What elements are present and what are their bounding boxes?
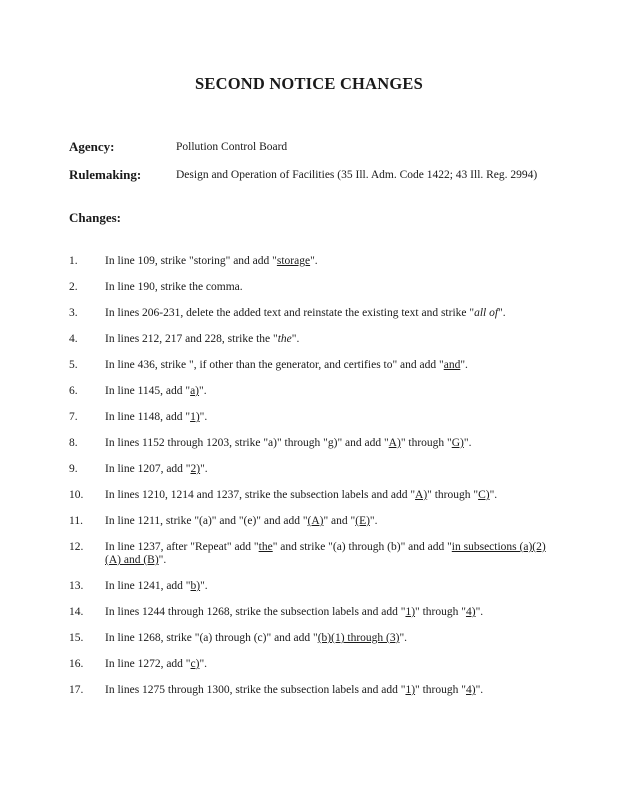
- change-text: [105, 411, 550, 424]
- change-text-run: " through ": [400, 437, 452, 449]
- change-text-run: ".: [489, 489, 498, 501]
- underlined-insertion: (b)(1) through (3): [317, 632, 400, 644]
- change-text-run: ".: [475, 606, 484, 618]
- change-text: [105, 437, 550, 450]
- change-text: [105, 359, 550, 372]
- change-text-run: ".: [200, 463, 208, 475]
- underlined-insertion: 1): [405, 606, 416, 618]
- change-text: [105, 541, 550, 567]
- change-text: [105, 580, 550, 593]
- underlined-insertion: storage: [276, 255, 311, 267]
- change-text: [105, 606, 550, 619]
- change-number: 4.: [69, 333, 78, 345]
- change-number: 17.: [69, 684, 84, 696]
- change-text-run: In lines 1210, 1214 and 1237, strike the subsection labels and add ": [105, 489, 416, 501]
- change-text-run: ".: [310, 255, 318, 267]
- change-text-run: " through ": [427, 489, 479, 501]
- change-number: 3.: [69, 307, 78, 319]
- change-text-run: ".: [199, 385, 207, 397]
- underlined-insertion: 1): [405, 684, 416, 696]
- agency-value: Pollution Control Board: [176, 141, 288, 153]
- change-text-run: In line 190, strike the comma.: [105, 281, 243, 293]
- change-text: [105, 255, 550, 268]
- underlined-insertion: (A): [307, 515, 324, 527]
- change-text-run: ".: [498, 307, 506, 319]
- change-text-run: In line 1207, add ": [105, 463, 191, 475]
- change-text: [105, 385, 550, 398]
- agency-label: Agency:: [69, 139, 115, 154]
- change-text-run: ".: [199, 411, 208, 423]
- change-text-run: In lines 212, 217 and 228, strike the ": [105, 333, 278, 345]
- change-text: [105, 489, 550, 502]
- rulemaking-label: Rulemaking:: [69, 167, 142, 182]
- underlined-insertion: b): [190, 580, 201, 592]
- change-number: 10.: [69, 489, 84, 501]
- change-text-run: " and ": [323, 515, 356, 527]
- change-text-run: " through ": [415, 684, 466, 696]
- change-text-run: In lines 1275 through 1300, strike the subsection labels and add ": [105, 684, 406, 696]
- change-text-run: ".: [463, 437, 472, 449]
- change-number: 5.: [69, 359, 78, 371]
- underlined-insertion: C): [478, 489, 490, 501]
- change-text: [105, 515, 550, 528]
- change-text-run: ".: [399, 632, 408, 644]
- underlined-insertion: G): [451, 437, 464, 449]
- change-number: 11.: [69, 515, 83, 527]
- change-text-run: In lines 1244 through 1268, strike the subsection labels and add ": [105, 606, 406, 618]
- change-text-run: In line 1268, strike "(a) through (c)" and add ": [105, 632, 318, 644]
- change-number: 9.: [69, 463, 78, 475]
- document-title: SECOND NOTICE CHANGES: [195, 74, 423, 93]
- change-number: 12.: [69, 541, 84, 553]
- underlined-insertion: the: [258, 541, 273, 553]
- underlined-insertion: c): [190, 658, 200, 670]
- underlined-insertion: 4): [465, 684, 476, 696]
- underlined-insertion: A): [415, 489, 428, 501]
- change-text-run: In lines 1152 through 1203, strike "a)" through "g)" and add ": [105, 437, 389, 449]
- change-text-run: ".: [200, 580, 208, 592]
- change-text-run: In line 1211, strike "(a)" and "(e)" and add ": [105, 515, 308, 527]
- change-text-run: In line 1237, after "Repeat" add ": [105, 541, 259, 553]
- change-text-run: In line 436, strike ", if other than the generator, and certifies to" and add ": [105, 359, 444, 371]
- change-text: [105, 307, 550, 320]
- change-number: 1.: [69, 255, 78, 267]
- change-number: 14.: [69, 606, 84, 618]
- change-text-run: In line 1241, add ": [105, 580, 191, 592]
- change-text-run: " and strike "(a) through (b)" and add ": [272, 541, 452, 553]
- change-text-run: ".: [369, 515, 378, 527]
- underlined-insertion: 1): [190, 411, 200, 423]
- change-text-run: ".: [291, 333, 300, 345]
- change-number: 7.: [69, 411, 78, 423]
- change-number: 15.: [69, 632, 84, 644]
- rulemaking-value: Design and Operation of Facilities (35 Ill. Adm. Code 1422; 43 Ill. Reg. 2994): [176, 169, 538, 181]
- change-text-run: ".: [158, 554, 167, 566]
- change-text-run: In line 1145, add ": [105, 385, 191, 397]
- underlined-insertion: and: [443, 359, 461, 371]
- italic-text: all of: [474, 307, 499, 319]
- italic-text: the: [277, 333, 292, 345]
- underlined-insertion: (E): [355, 515, 370, 527]
- change-text-run: In line 1148, add ": [105, 411, 191, 423]
- change-text: [105, 333, 550, 346]
- changes-heading: Changes:: [69, 210, 122, 225]
- underlined-insertion: a): [190, 385, 200, 397]
- change-text-run: In line 1272, add ": [105, 658, 191, 670]
- change-text: [105, 684, 550, 697]
- change-number: 16.: [69, 658, 84, 670]
- change-number: 8.: [69, 437, 78, 449]
- change-text-run: In lines 206-231, delete the added text and reinstate the existing text and strike ": [105, 307, 475, 319]
- underlined-insertion: A): [388, 437, 401, 449]
- change-text: [105, 281, 550, 294]
- underlined-insertion: in subsections (a)(2)(A) and (B): [105, 541, 546, 566]
- change-text-run: In line 109, strike "storing" and add ": [105, 255, 277, 267]
- change-text: [105, 658, 550, 671]
- change-text-run: " through ": [415, 606, 466, 618]
- change-text-run: ".: [199, 658, 208, 670]
- change-number: 6.: [69, 385, 78, 397]
- change-text-run: ".: [460, 359, 468, 371]
- change-text-run: ".: [475, 684, 484, 696]
- change-text: [105, 463, 550, 476]
- underlined-insertion: 2): [190, 463, 201, 475]
- change-number: 13.: [69, 580, 84, 592]
- underlined-insertion: 4): [465, 606, 476, 618]
- change-text: [105, 632, 550, 645]
- change-number: 2.: [69, 281, 78, 293]
